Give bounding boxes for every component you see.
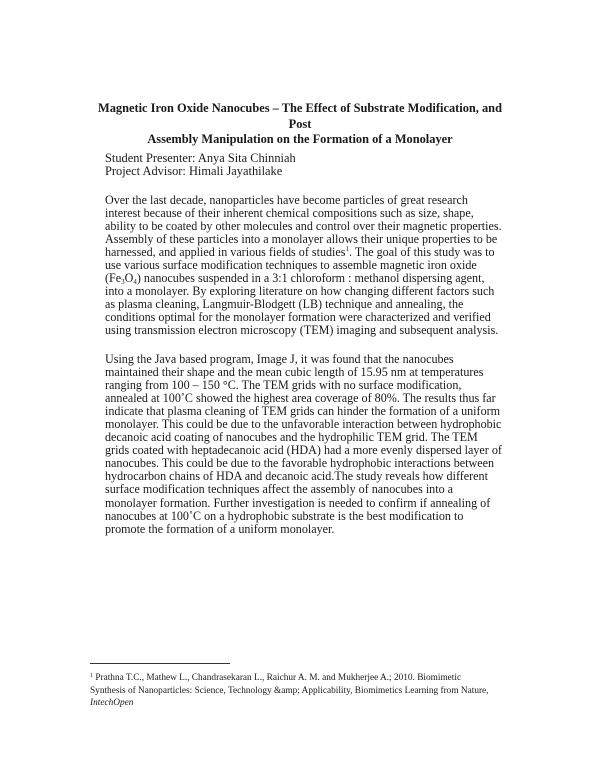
- text-line: use various surface modification techniques to assemble magnetic iron oxide: [105, 258, 477, 273]
- footnote-line: Synthesis of Nanoparticles: Science, Technology &amp; Applicability, Biomimetics Learning from Nature,: [90, 685, 489, 696]
- text-line: grids coated with heptadecanoic acid (HDA) had a more evenly dispersed layer of: [105, 443, 502, 458]
- text-fragment: . The goal of this study was to: [348, 245, 495, 260]
- text-line: surface modification techniques affect the assembly of nanocubes into a: [105, 482, 454, 497]
- student-presenter: Student Presenter: Anya Sita Chinniah: [105, 151, 296, 165]
- text-line: nanocubes at 100˚C on a hydrophobic substrate is the best modification to: [105, 508, 464, 523]
- text-line: decanoic acid coating of nanocubes and the hydrophilic TEM grid. The TEM: [105, 430, 478, 445]
- document-title: [90, 101, 510, 148]
- text-line: promote the formation of a uniform monolayer.: [105, 521, 335, 536]
- text-fragment: ) nanocubes suspended in a 3:1 chloroform : methanol dispersing agent,: [136, 271, 485, 286]
- text-fragment: (Fe: [105, 271, 122, 286]
- credits-block: [105, 152, 525, 179]
- text-fragment: Prathna T.C., Mathew L., Chandrasekaran L., Raichur A. M. and Mukherjee A.; 2010. Biomimetic: [93, 673, 462, 683]
- text-line: Over the last decade, nanoparticles have become particles of great research: [105, 193, 468, 207]
- subscript: 4: [133, 278, 137, 287]
- text-line: into a monolayer. By exploring literature on how changing different factors such: [105, 284, 495, 299]
- text-line: annealed at 100˚C showed the highest area coverage of 80%. The results thus far: [105, 391, 496, 406]
- title-line: Assembly Manipulation on the Formation of a Monolayer: [147, 132, 453, 146]
- text-line: as plasma cleaning, Langmuir-Blodgett (LB) technique and annealing, the: [105, 297, 464, 312]
- text-line: Using the Java based program, Image J, it was found that the nanocubes: [105, 352, 454, 366]
- text-fragment: O: [124, 271, 134, 286]
- footnote-line: [90, 672, 530, 685]
- text-fragment: harnessed, and applied in various fields of studies: [105, 245, 346, 260]
- text-line: Assembly of these particles into a monolayer allows their unique properties to be: [105, 232, 498, 247]
- footnote-reference: 1: [345, 245, 349, 254]
- text-line: ranging from 100 – 150 °C. The TEM grids with no surface modification,: [105, 378, 462, 393]
- project-advisor: Project Advisor: Himali Jayathilake: [105, 164, 283, 179]
- footnote-line: IntechOpen: [90, 698, 134, 709]
- footnote-divider: [90, 663, 230, 664]
- text-line: monolayer. This could be due to the unfavorable interaction between hydrophobic: [105, 417, 502, 432]
- text-line: interest because of their inherent chemical compositions such as size, shape,: [105, 206, 474, 221]
- abstract-paragraph-2: [105, 353, 525, 536]
- text-line: conditions optimal for the monolayer formation were characterized and verified: [105, 310, 491, 325]
- text-line: monolayer formation. Further investigation is needed to confirm if annealing of: [105, 495, 491, 510]
- footnote-marker: 1: [90, 673, 93, 679]
- abstract-paragraph-1: [105, 194, 525, 338]
- subscript: 3: [121, 278, 125, 287]
- footnote: [90, 672, 530, 710]
- text-line: using transmission electron microscopy (TEM) imaging and subsequent analysis.: [105, 323, 499, 338]
- text-line: hydrocarbon chains of HDA and decanoic acid.The study reveals how different: [105, 469, 488, 484]
- text-line: ability to be coated by other molecules and control over their magnetic properties.: [105, 219, 502, 234]
- text-line: maintained their shape and the mean cubic length of 15.95 nm at temperatures: [105, 365, 484, 380]
- text-line: indicate that plasma cleaning of TEM grids can hinder the formation of a uniform: [105, 404, 501, 419]
- text-line: nanocubes. This could be due to the favorable hydrophobic interactions between: [105, 456, 495, 471]
- title-line: Magnetic Iron Oxide Nanocubes – The Effect of Substrate Modification, and Post: [98, 101, 502, 131]
